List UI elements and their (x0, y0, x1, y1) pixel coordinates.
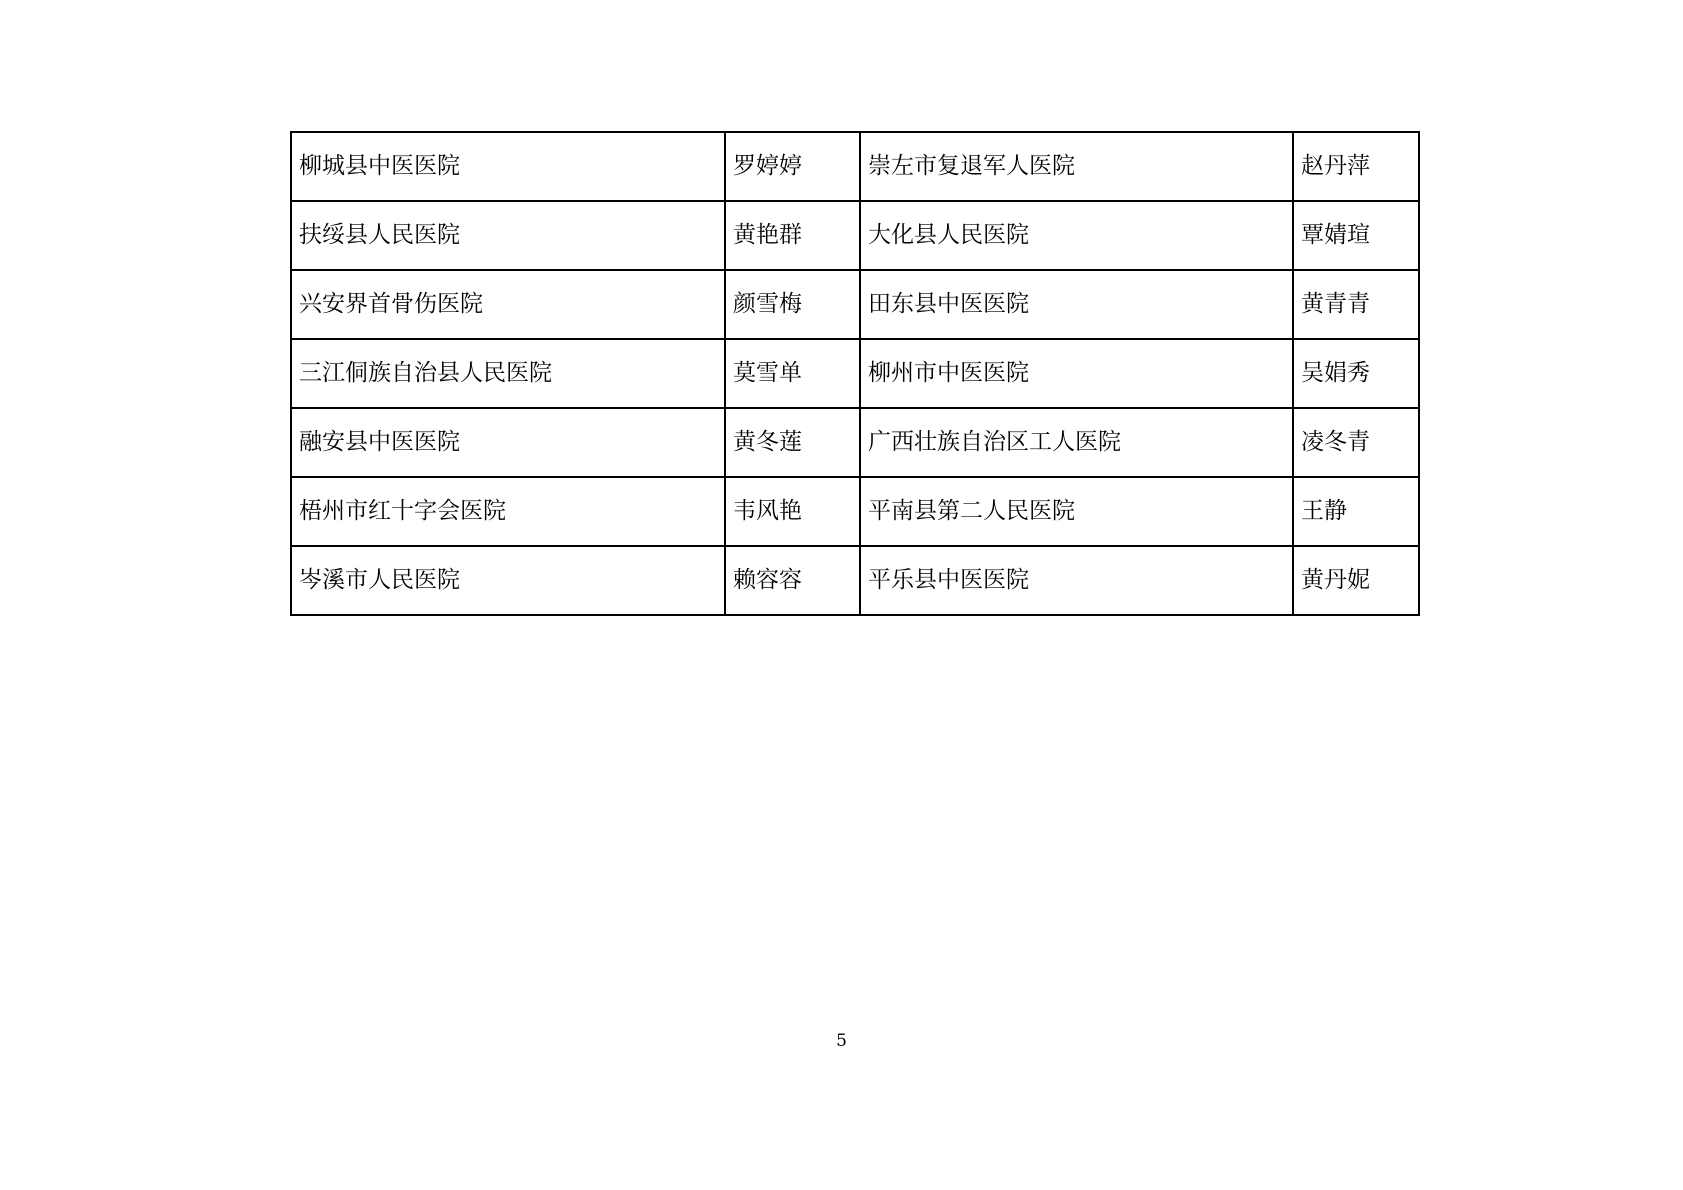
person-name-cell: 黄青青 (1293, 270, 1419, 339)
hospital-cell: 大化县人民医院 (860, 201, 1293, 270)
hospital-cell: 田东县中医医院 (860, 270, 1293, 339)
hospital-cell: 兴安界首骨伤医院 (291, 270, 725, 339)
person-name-cell: 赵丹萍 (1293, 132, 1419, 201)
person-name-cell: 莫雪单 (725, 339, 860, 408)
hospital-cell: 广西壮族自治区工人医院 (860, 408, 1293, 477)
person-name-cell: 黄丹妮 (1293, 546, 1419, 615)
person-name-cell: 韦风艳 (725, 477, 860, 546)
person-name-cell: 凌冬青 (1293, 408, 1419, 477)
hospital-cell: 三江侗族自治县人民医院 (291, 339, 725, 408)
table-row (291, 477, 1419, 546)
hospital-cell: 柳城县中医医院 (291, 132, 725, 201)
page-number: 5 (836, 1031, 847, 1051)
person-name-cell: 吴娟秀 (1293, 339, 1419, 408)
table-row (291, 132, 1419, 201)
hospital-staff-table (290, 131, 1420, 616)
table-row (291, 339, 1419, 408)
person-name-cell: 罗婷婷 (725, 132, 860, 201)
hospital-cell: 融安县中医医院 (291, 408, 725, 477)
hospital-cell: 梧州市红十字会医院 (291, 477, 725, 546)
table-row (291, 546, 1419, 615)
person-name-cell: 颜雪梅 (725, 270, 860, 339)
table-row (291, 408, 1419, 477)
table-row (291, 270, 1419, 339)
person-name-cell: 赖容容 (725, 546, 860, 615)
hospital-cell: 岑溪市人民医院 (291, 546, 725, 615)
table-row (291, 201, 1419, 270)
person-name-cell: 王静 (1293, 477, 1419, 546)
hospital-cell: 平南县第二人民医院 (860, 477, 1293, 546)
hospital-cell: 柳州市中医医院 (860, 339, 1293, 408)
person-name-cell: 黄艳群 (725, 201, 860, 270)
person-name-cell: 黄冬莲 (725, 408, 860, 477)
hospital-cell: 崇左市复退军人医院 (860, 132, 1293, 201)
person-name-cell: 覃婧瑄 (1293, 201, 1419, 270)
hospital-cell: 扶绥县人民医院 (291, 201, 725, 270)
hospital-cell: 平乐县中医医院 (860, 546, 1293, 615)
